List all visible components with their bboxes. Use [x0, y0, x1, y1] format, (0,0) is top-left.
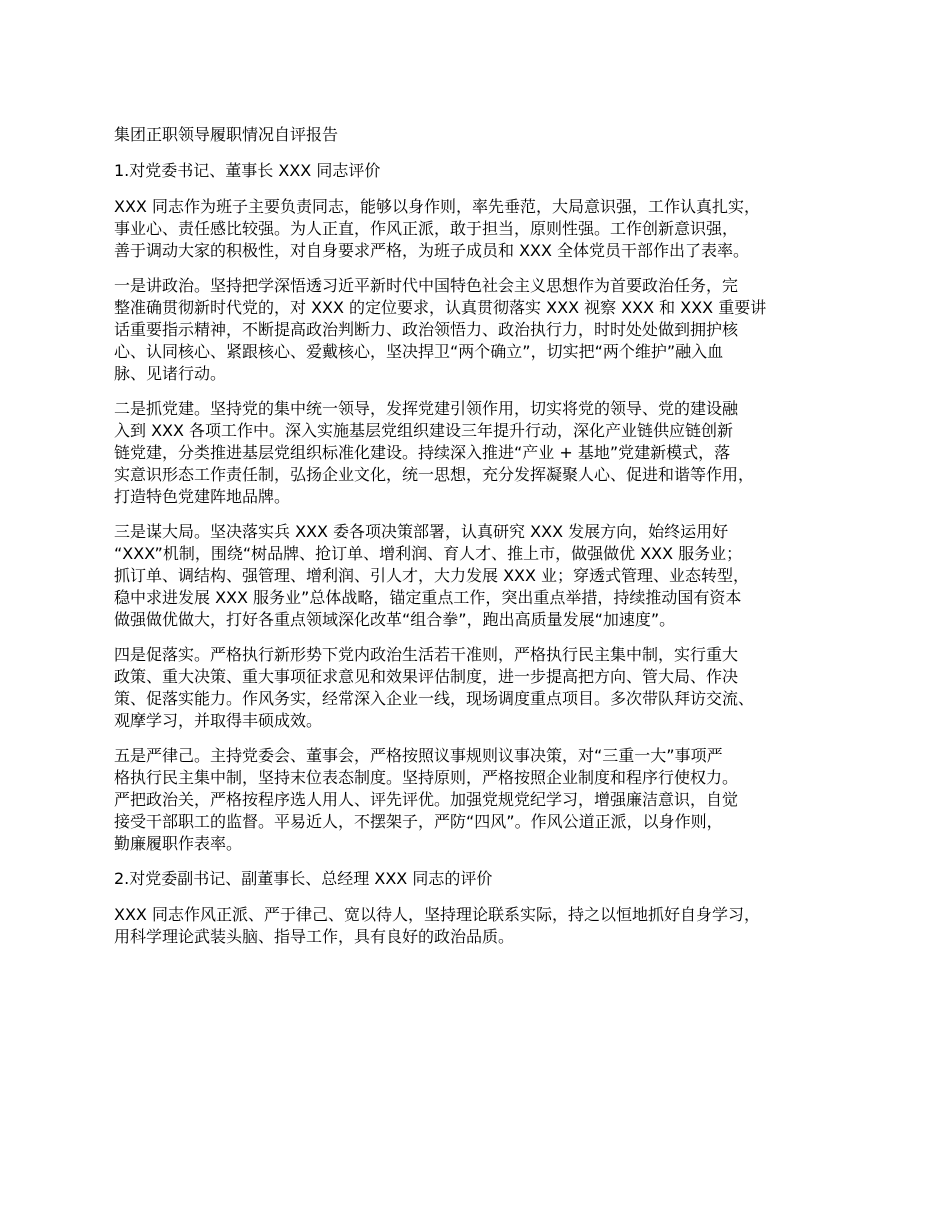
section2-paragraph-intro: XXX 同志作风正派、严于律己、宽以待人，坚持理论联系实际，持之以恒地抓好自身学习， 用科学理论武装头脑、指导工作，具有良好的政治品质。 [114, 905, 760, 946]
section1-paragraph-overall-planning: 三是谋大局。坚决落实兵 XXX 委各项决策部署，认真研究 XXX 发展方向，始终运用好 “XXX”机制，围绕“树品牌、抢订单、增利润、育人才、推上市，做强做优 XXX 服务业； 抓订单、调结构、强管理、增利润、引人才，大力发展 XXX 业；穿透式管理、业态转型， 稳中求进发展 XXX 服务业”总体战略，锚定重点工作，突出重点举措，持续推动国有资本 做强做优做大，打好各重点领域深化改革“组合拳”，跑出高质量发展“加速度”。 [114, 522, 750, 629]
section1-paragraph-politics: 一是讲政治。坚持把学深悟透习近平新时代中国特色社会主义思想作为首要政治任务，完 整准确贯彻新时代党的，对 XXX 的定位要求，认真贯彻落实 XXX 视察 XXX 和 XXX 重要讲 话重要指示精神，不断提高政治判断力、政治领悟力、政治执行力，时时处处做到拥护核 心、认同核心、紧跟核心、爱戴核心，坚决捍卫“两个确立”，切实把“两个维护”融入血 脉、见诸行动。 [114, 276, 767, 383]
section-heading-2: 2.对党委副书记、副董事长、总经理 XXX 同志的评价 [114, 869, 493, 888]
section1-paragraph-intro: XXX 同志作为班子主要负责同志，能够以身作则，率先垂范，大局意识强，工作认真扎实， 事业心、责任感比较强。为人正直，作风正派，敢于担当，原则性强。工作创新意识强， 善于调动大家的积极性，对自身要求严格，为班子成员和 XXX 全体党员干部作出了表率。 [114, 197, 760, 260]
document-page [114, 124, 859, 961]
document-title: 集团正职领导履职情况自评报告 [114, 125, 339, 144]
section1-paragraph-self-discipline: 五是严律己。主持党委会、董事会，严格按照议事规则议事决策，对“三重一大”事项严 格执行民主集中制，坚持末位表态制度。坚持原则，严格按照企业制度和程序行使权力。 严把政治关，严格按程序选人用人、评先评优。加强党规党纪学习，增强廉洁意识，自觉 接受干部职工的监督。平易近人，不摆架子，严防“四风”。作风公道正派，以身作则， 勤廉履职作表率。 [114, 746, 739, 853]
section-heading-1: 1.对党委书记、董事长 XXX 同志评价 [114, 161, 381, 180]
section1-paragraph-party-building: 二是抓党建。坚持党的集中统一领导，发挥党建引领作用，切实将党的领导、党的建设融 入到 XXX 各项工作中。深入实施基层党组织建设三年提升行动，深化产业链供应链创新 链党建，分类推进基层党组织标准化建设。持续深入推进“产业 + 基地”党建新模式，落 实意识形态工作责任制，弘扬企业文化，统一思想，充分发挥凝聚人心、促进和谐等作用， 打造特色党建阵地品牌。 [114, 399, 755, 506]
section1-paragraph-implementation: 四是促落实。严格执行新形势下党内政治生活若干准则，严格执行民主集中制，实行重大 政策、重大决策、重大事项征求意见和效果评估制度，进一步提高把方向、管大局、作决 策、促落实能力。作风务实，经常深入企业一线，现场调度重点项目。多次带队拜访交流、 观摩学习，并取得丰硕成效。 [114, 645, 755, 730]
